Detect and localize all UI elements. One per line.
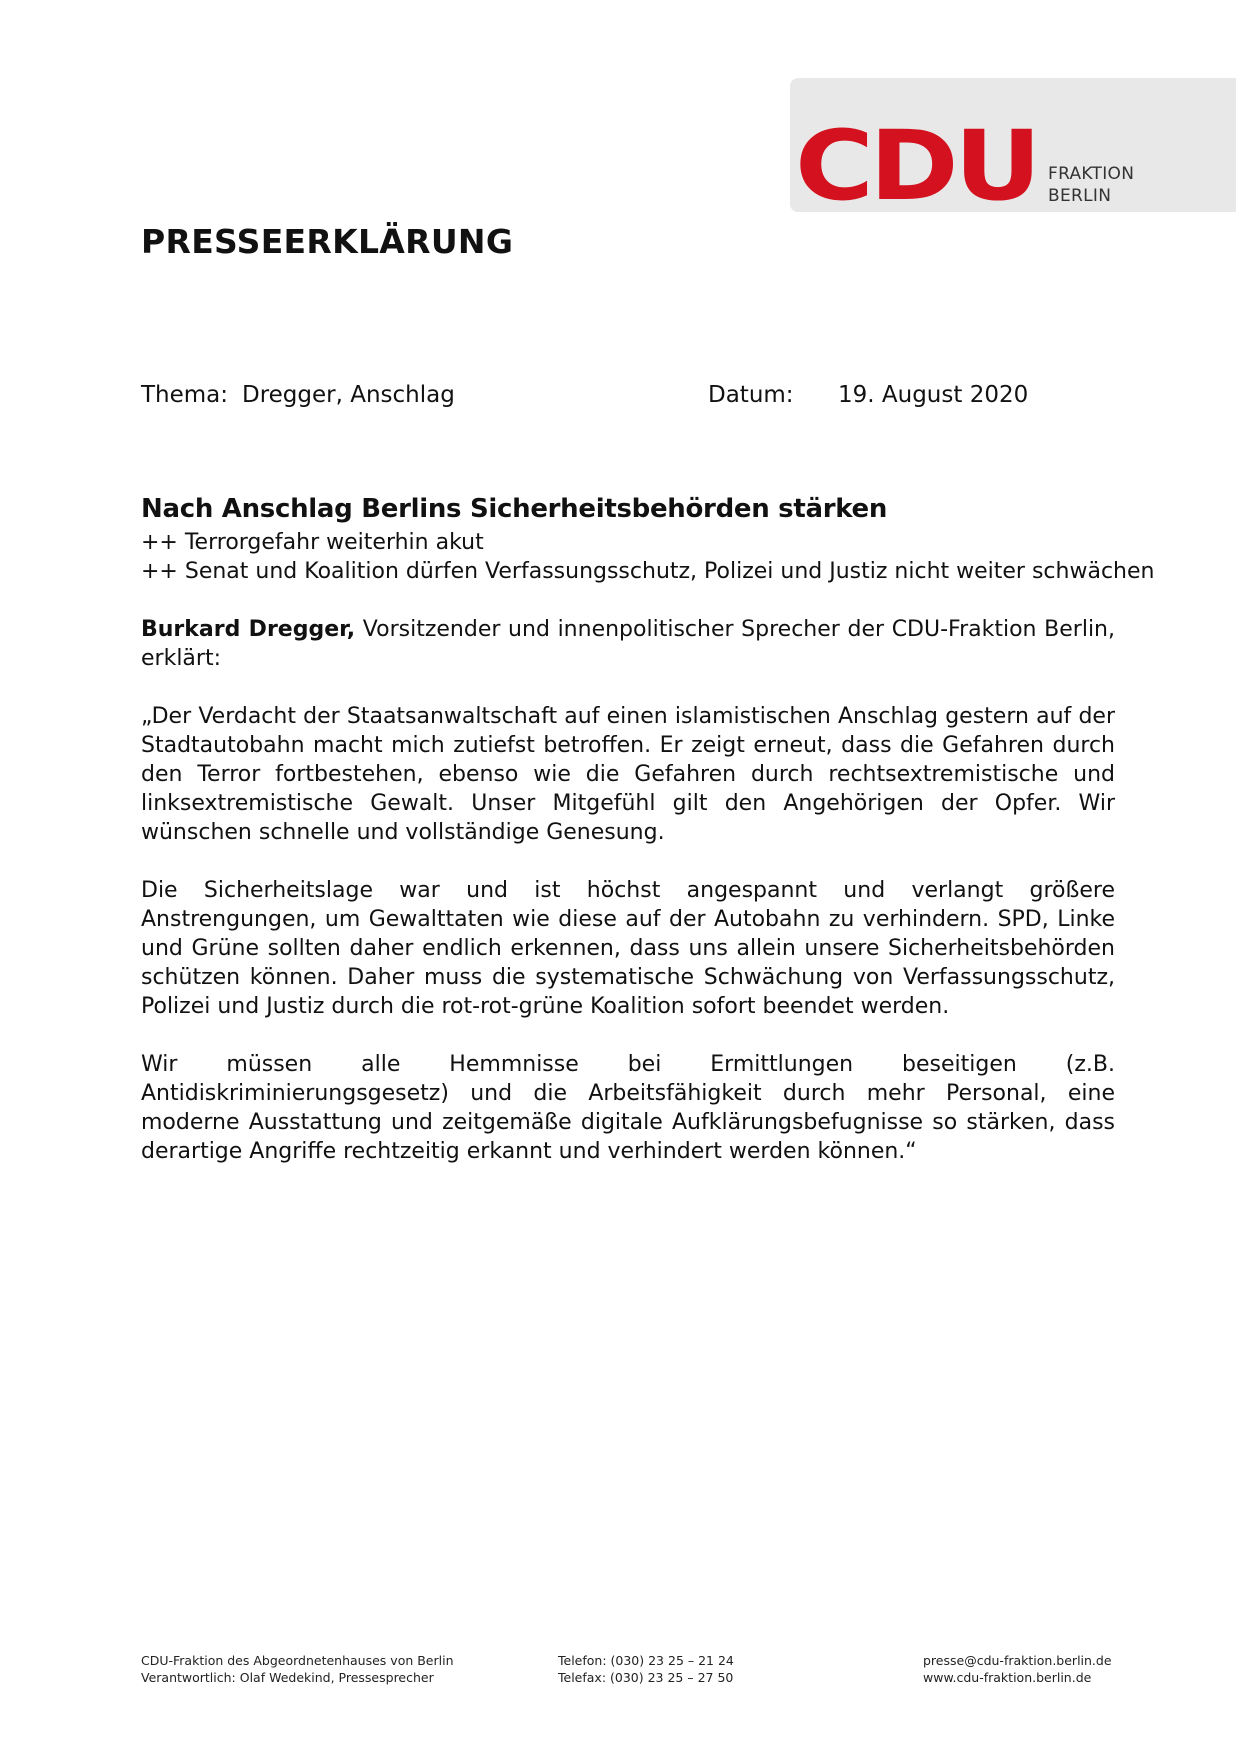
thema-label: Thema:: [141, 382, 229, 408]
thema-value: Dregger, Anschlag: [242, 382, 455, 408]
headline: Nach Anschlag Berlins Sicherheitsbehörden stärken: [141, 494, 888, 524]
speaker-name: Burkard Dregger,: [141, 617, 356, 642]
footer-org: CDU-Fraktion des Abgeordnetenhauses von Berlin: [141, 1653, 454, 1668]
document-title: PRESSEERKLÄRUNG: [141, 222, 514, 261]
speaker-intro: [141, 615, 1115, 673]
footer-right: [923, 1652, 1112, 1686]
footer-phone: Telefon: (030) 23 25 – 21 24: [558, 1653, 734, 1668]
footer-email[interactable]: presse@cdu-fraktion.berlin.de: [923, 1653, 1112, 1668]
footer-middle: [558, 1652, 734, 1686]
speaker-role: Vorsitzender und innenpolitischer Sprecher der CDU-Fraktion Berlin, erklärt:: [141, 617, 1115, 671]
datum-label: Datum:: [708, 382, 794, 408]
datum-value: 19. August 2020: [838, 382, 1029, 408]
footer-left: [141, 1652, 454, 1686]
footer-fax: Telefax: (030) 23 25 – 27 50: [558, 1670, 734, 1685]
footer-responsible: Verantwortlich: Olaf Wedekind, Pressesprecher: [141, 1670, 434, 1685]
logo-subtitle: [1048, 163, 1134, 207]
cdu-logo-wordmark: CDU: [795, 110, 1038, 222]
paragraph-2: Die Sicherheitslage war und ist höchst angespannt und verlangt größere Anstrengungen, um Gewalttaten wie diese auf der Autobahn zu verhindern. SPD, Linke und Grüne sollten daher endlich erkennen, dass uns allein unsere Sicherheitsbehörden schützen können. Daher muss die systematische Schwächung von Verfassungsschutz, Polizei und Justiz durch die rot-rot-grüne Koalition sofort beendet werden.: [141, 878, 1115, 1019]
paragraph-1: „Der Verdacht der Staatsanwaltschaft auf einen islamistischen Anschlag gestern auf der Stadtautobahn macht mich zutiefst betroffen. Er zeigt erneut, dass die Gefahren durch den Terror fortbestehen, ebenso wie die Gefahren durch rechtsextremistische und linksextremistische Gewalt. Unser Mitgefühl gilt den Angehörigen der Opfer. Wir wünschen schnelle und vollständige Genesung.: [141, 704, 1115, 845]
subline-1: ++ Terrorgefahr weiterhin akut: [141, 530, 484, 555]
logo-line-fraktion: FRAKTION: [1048, 164, 1135, 184]
logo-line-berlin: BERLIN: [1048, 186, 1112, 206]
paragraph-3: Wir müssen alle Hemmnisse bei Ermittlungen beseitigen (z.B. Antidiskriminierungsgesetz) und die Arbeitsfähigkeit durch mehr Personal, eine moderne Ausstattung und zeitgemäße digitale Aufklärungsbefugnisse so stärken, dass derartige Angriffe rechtzeitig erkannt und verhindert werden können.“: [141, 1052, 1115, 1164]
footer-website[interactable]: www.cdu-fraktion.berlin.de: [923, 1670, 1092, 1685]
subline-2: ++ Senat und Koalition dürfen Verfassungsschutz, Polizei und Justiz nicht weiter schwächen: [141, 559, 1155, 584]
